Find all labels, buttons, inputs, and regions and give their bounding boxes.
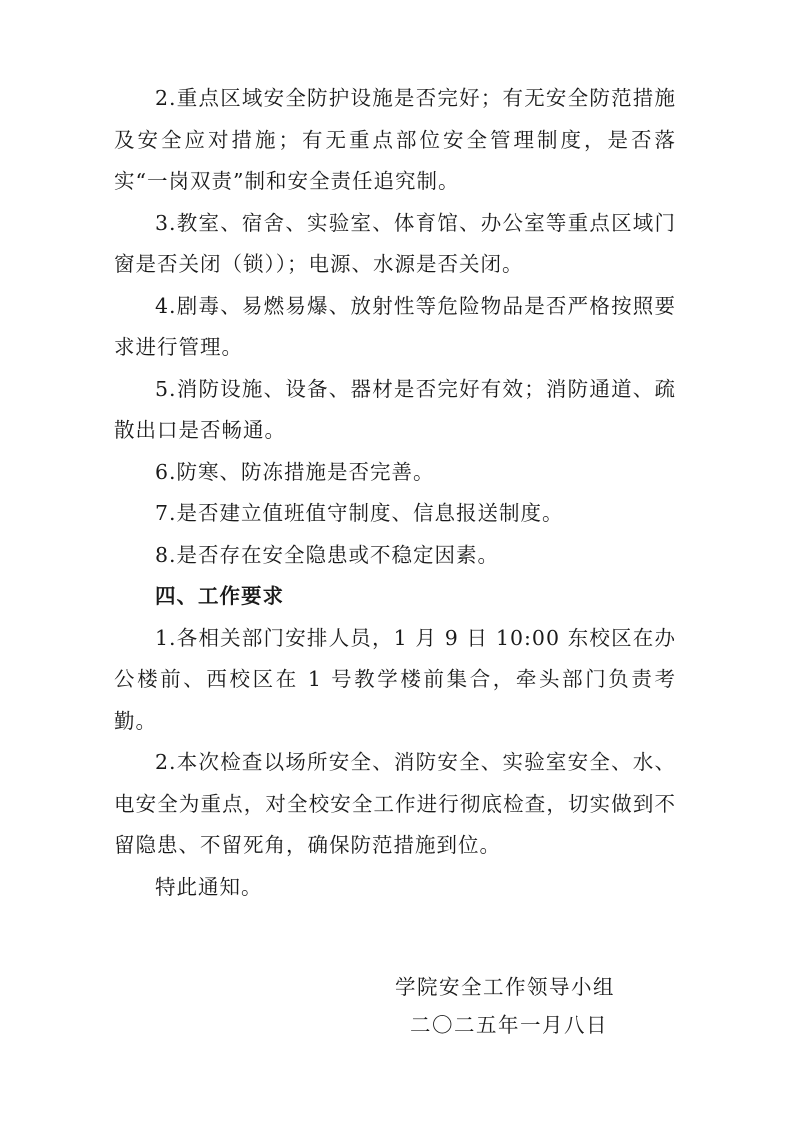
checklist-item-3: 3.教室、宿舍、实验室、体育馆、办公室等重点区域门窗是否关闭（锁））；电源、水源是否关闭。 [114, 210, 676, 276]
signature-date: 二〇二五年一月八日 [410, 1013, 608, 1037]
signature-block [395, 968, 625, 1044]
checklist-item-7: 7.是否建立值班值守制度、信息报送制度。 [155, 501, 564, 525]
document-body [114, 78, 676, 908]
requirement-item-1: 1.各相关部门安排人员，1 月 9 日 10:00 东校区在办公楼前、西校区在 1 号教学楼前集合，牵头部门负责考勤。 [114, 625, 676, 733]
checklist-item-6: 6.防寒、防冻措施是否完善。 [155, 459, 435, 484]
checklist-item-5: 5.消防设施、设备、器材是否完好有效；消防通道、疏散出口是否畅通。 [114, 376, 676, 442]
requirement-item-2: 2.本次检查以场所安全、消防安全、实验室安全、水、电安全为重点，对全校安全工作进行彻底检查，切实做到不留隐患、不留死角，确保防范措施到位。 [114, 750, 676, 857]
checklist-item-8: 8.是否存在安全隐患或不稳定因素。 [155, 542, 500, 567]
section-heading-requirements: 四、工作要求 [155, 584, 284, 608]
checklist-item-2: 2.重点区域安全防护设施是否完好；有无安全防范措施及安全应对措施；有无重点部位安全管理制度，是否落实“一岗双责”制和安全责任追究制。 [114, 86, 676, 193]
closing-statement: 特此通知。 [155, 874, 263, 899]
signature-organization: 学院安全工作领导小组 [395, 975, 615, 999]
checklist-item-4: 4.剧毒、易燃易爆、放射性等危险物品是否严格按照要求进行管理。 [114, 293, 676, 359]
